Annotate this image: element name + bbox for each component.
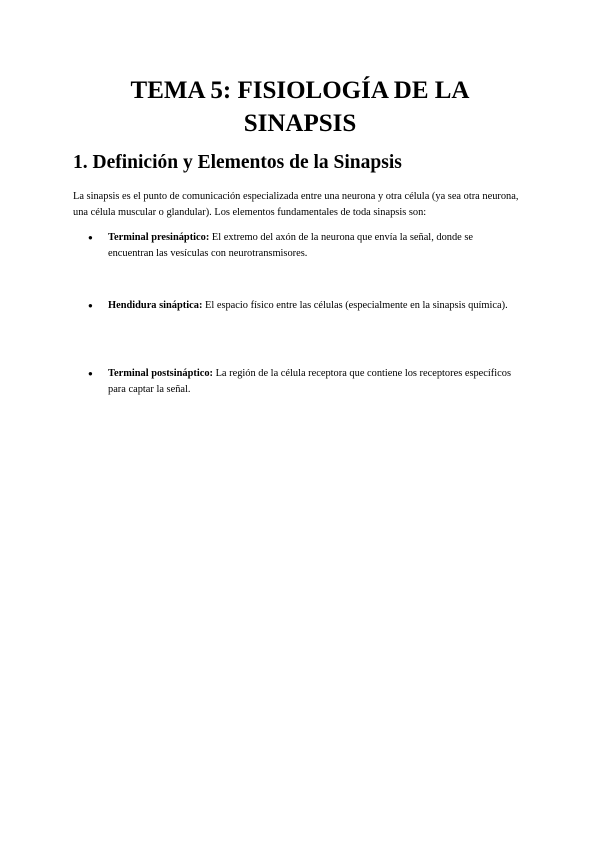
bullet-icon: ● — [88, 233, 93, 242]
list-item-description: El espacio físico entre las células (especialmente en la sinapsis química). — [202, 300, 508, 311]
list-item-description: El extremo del axón de la neurona que envía la señal, donde se encuentran las vesículas con neurotransmisores. — [108, 232, 474, 259]
title-line-2: SINAPSIS — [243, 110, 357, 137]
list-item-text — [108, 366, 512, 398]
bullet-icon: ● — [88, 369, 93, 378]
list-item-text — [108, 230, 512, 262]
list-item — [88, 298, 512, 314]
bullet-icon: ● — [88, 301, 93, 310]
list-item-term: Terminal presináptico: — [108, 232, 210, 243]
list-item — [88, 366, 512, 398]
list-item-description: La región de la célula receptora que contiene los receptores específicos para captar la señal. — [108, 368, 511, 395]
document-title — [60, 74, 540, 140]
list-item — [88, 230, 512, 262]
intro-paragraph: La sinapsis es el punto de comunicación especializada entre una neurona y otra célula (ya sea otra neurona, una célula muscular o glandular). Los elementos fundamentales de toda sinapsis son: — [73, 191, 519, 218]
list-item-term: Hendidura sináptica: — [108, 300, 203, 311]
list-item-term: Terminal postsináptico: — [108, 368, 213, 379]
list-item-text — [108, 298, 512, 314]
title-line-1: TEMA 5: FISIOLOGÍA DE LA — [130, 77, 470, 104]
section-heading: 1. Definición y Elementos de la Sinapsis — [73, 152, 402, 173]
